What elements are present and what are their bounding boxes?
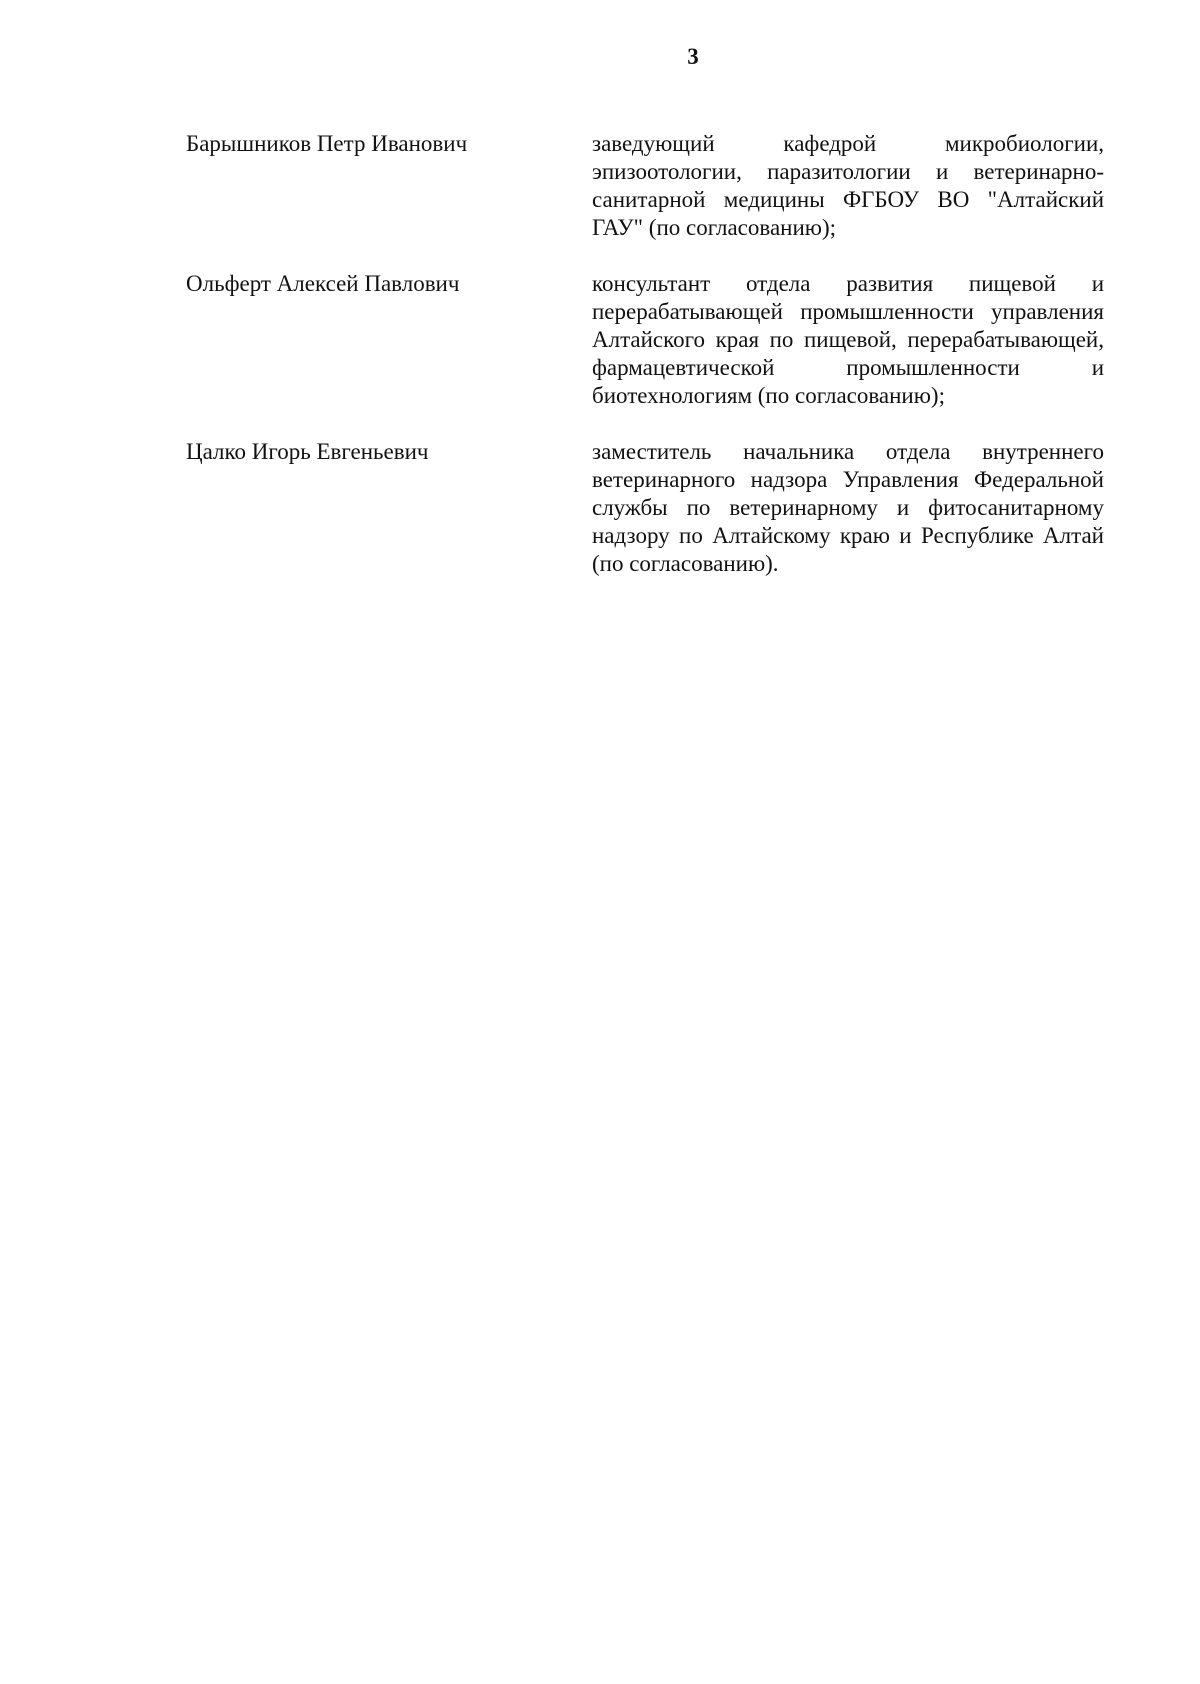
list-item xyxy=(186,130,1104,242)
members-list xyxy=(186,130,1104,606)
member-name: Ольферт Алексей Павлович xyxy=(186,271,460,296)
member-position: заведующий кафедрой микробиологии, эпизоотологии, паразитологии и ветеринарно-санитарной медицины ФГБОУ ВО "Алтайский ГАУ" (по согласованию); xyxy=(592,131,1104,240)
member-position: заместитель начальника отдела внутреннего ветеринарного надзора Управления Федеральной службы по ветеринарному и фитосанитарному надзору по Алтайскому краю и Республике Алтай (по согласованию). xyxy=(592,439,1104,576)
member-name: Барышников Петр Иванович xyxy=(186,131,468,156)
list-item xyxy=(186,270,1104,410)
list-item xyxy=(186,438,1104,578)
member-name: Цалко Игорь Евгеньевич xyxy=(186,439,429,464)
page-number: 3 xyxy=(687,44,699,69)
member-position: консультант отдела развития пищевой и перерабатывающей промышленности управления Алтайского края по пищевой, перерабатывающей, фармацевтической промышленности и биотехнологиям (по согласованию); xyxy=(592,271,1104,408)
